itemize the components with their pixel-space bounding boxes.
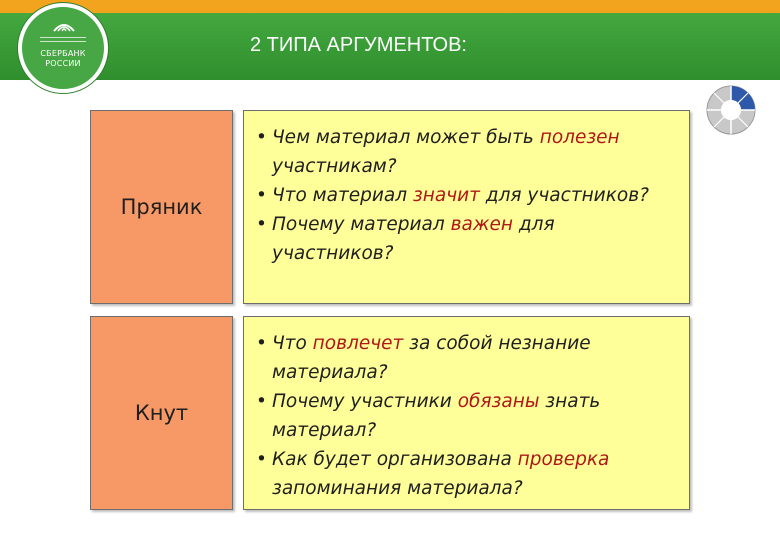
list-item: • Как будет организована проверка запоминания материала? bbox=[252, 445, 681, 503]
highlight-word: проверка bbox=[517, 449, 610, 470]
row-content-carrot bbox=[243, 110, 690, 304]
row-content-stick bbox=[243, 316, 690, 510]
progress-pie-icon bbox=[705, 84, 757, 136]
row-label-carrot bbox=[90, 110, 233, 304]
highlight-word: обязаны bbox=[457, 391, 540, 412]
logo-emblem-icon bbox=[52, 17, 76, 33]
highlight-word: значит bbox=[412, 185, 480, 206]
row-label-text: Кнут bbox=[134, 401, 189, 425]
row-label-text: Пряник bbox=[120, 195, 203, 219]
bullet-icon: • bbox=[256, 391, 267, 412]
sberbank-logo-icon bbox=[18, 3, 108, 93]
highlight-word: важен bbox=[450, 214, 513, 235]
logo-text-line2: РОССИИ bbox=[45, 59, 81, 68]
list-item: • Что материал значит для участников? bbox=[252, 181, 681, 210]
bullet-list bbox=[252, 123, 681, 268]
bullet-icon: • bbox=[256, 214, 267, 235]
header-accent-stripe bbox=[0, 0, 780, 13]
page-title: 2 ТИПА АРГУМЕНТОВ: bbox=[250, 34, 467, 56]
bullet-icon: • bbox=[256, 127, 267, 148]
bullet-icon: • bbox=[256, 333, 267, 354]
list-item: • Чем материал может быть полезен участникам? bbox=[252, 123, 681, 181]
bullet-list bbox=[252, 329, 681, 503]
bullet-icon: • bbox=[256, 449, 267, 470]
highlight-word: повлечет bbox=[312, 333, 404, 354]
logo-text-line1: СБЕРБАНК bbox=[40, 49, 86, 58]
list-item: • Что повлечет за собой незнание материала? bbox=[252, 329, 681, 387]
logo-tagline-lines bbox=[40, 37, 86, 42]
list-item: • Почему участники обязаны знать материал? bbox=[252, 387, 681, 445]
list-item: • Почему материал важен для участников? bbox=[252, 210, 681, 268]
row-label-stick bbox=[90, 316, 233, 510]
highlight-word: полезен bbox=[539, 127, 620, 148]
bullet-icon: • bbox=[256, 185, 267, 206]
